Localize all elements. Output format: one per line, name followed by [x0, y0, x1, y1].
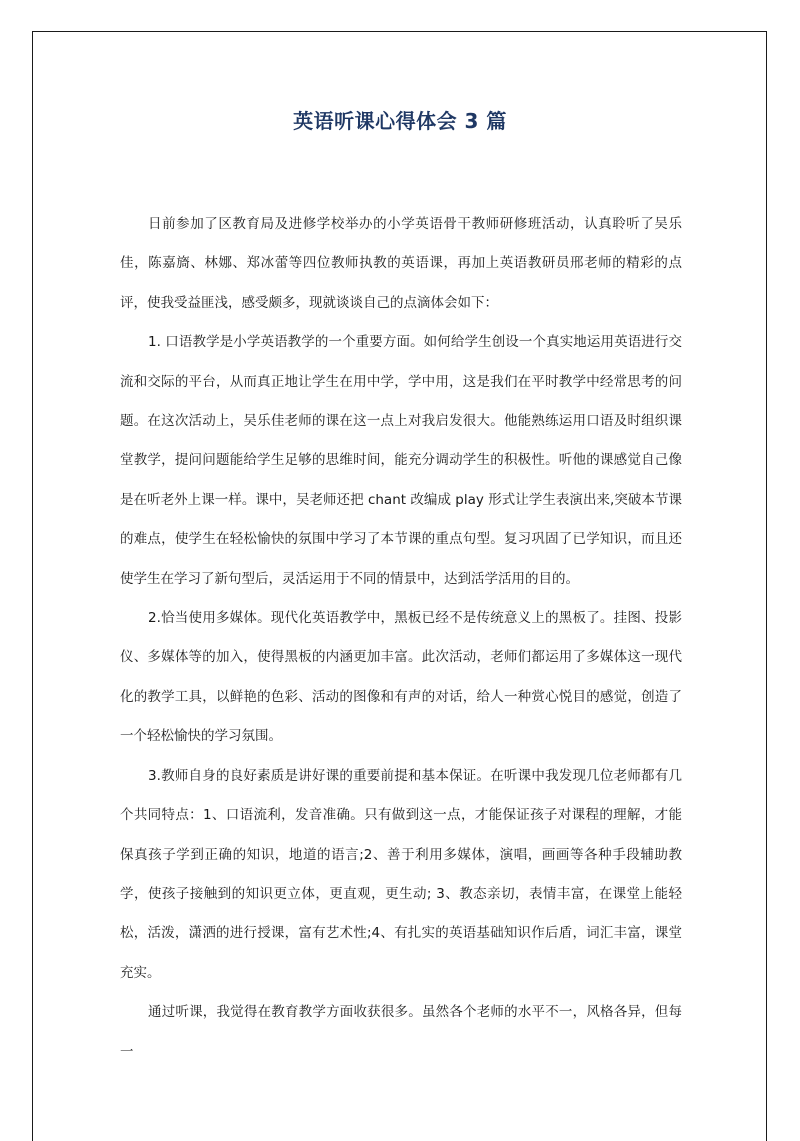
document-body: [120, 205, 682, 1072]
paragraph-point-1: 1. 口语教学是小学英语教学的一个重要方面。如何给学生创设一个真实地运用英语进行交流和交际的平台，从而真正地让学生在用中学，学中用，这是我们在平时教学中经常思考的问题。在这次活动上，吴乐佳老师的课在这一点上对我启发很大。他能熟练运用口语及时组织课堂教学，提问问题能给学生足够的思维时间，能充分调动学生的积极性。听他的课感觉自己像是在听老外上课一样。课中，吴老师还把 chant 改编成 play 形式让学生表演出来,突破本节课的难点，使学生在轻松愉快的氛围中学习了本节课的重点句型。复习巩固了已学知识，而且还使学生在学习了新句型后，灵活运用于不同的情景中，达到活学活用的目的。: [120, 334, 682, 587]
paragraph-point-2: 2.恰当使用多媒体。现代化英语教学中，黑板已经不是传统意义上的黑板了。挂图、投影仪、多媒体等的加入，使得黑板的内涵更加丰富。此次活动，老师们都运用了多媒体这一现代化的教学工具，以鲜艳的色彩、活动的图像和有声的对话，给人一种赏心悦目的感觉，创造了一个轻松愉快的学习氛围。: [120, 610, 682, 745]
document-title: 英语听课心得体会 3 篇: [293, 109, 507, 133]
paragraph-point-3: 3.教师自身的良好素质是讲好课的重要前提和基本保证。在听课中我发现几位老师都有几个共同特点：1、口语流利，发音准确。只有做到这一点，才能保证孩子对课程的理解，才能保真孩子学到正确的知识，地道的语言;2、善于利用多媒体，演唱，画画等各种手段辅助教学，使孩子接触到的知识更立体，更直观，更生动; 3、教态亲切，表情丰富，在课堂上能轻松，活泼，潇洒的进行授课，富有艺术性;4、有扎实的英语基础知识作后盾，词汇丰富，课堂充实。: [120, 767, 682, 981]
paragraph-conclusion: 通过听课，我觉得在教育教学方面收获很多。虽然各个老师的水平不一，风格各异，但每一: [120, 1004, 682, 1060]
paragraph-intro: 日前参加了区教育局及进修学校举办的小学英语骨干教师研修班活动，认真聆听了吴乐佳，陈嘉旖、林娜、郑冰蕾等四位教师执教的英语课，再加上英语教研员邢老师的精彩的点评，使我受益匪浅，感受颇多，现就谈谈自己的点滴体会如下：: [120, 216, 682, 311]
